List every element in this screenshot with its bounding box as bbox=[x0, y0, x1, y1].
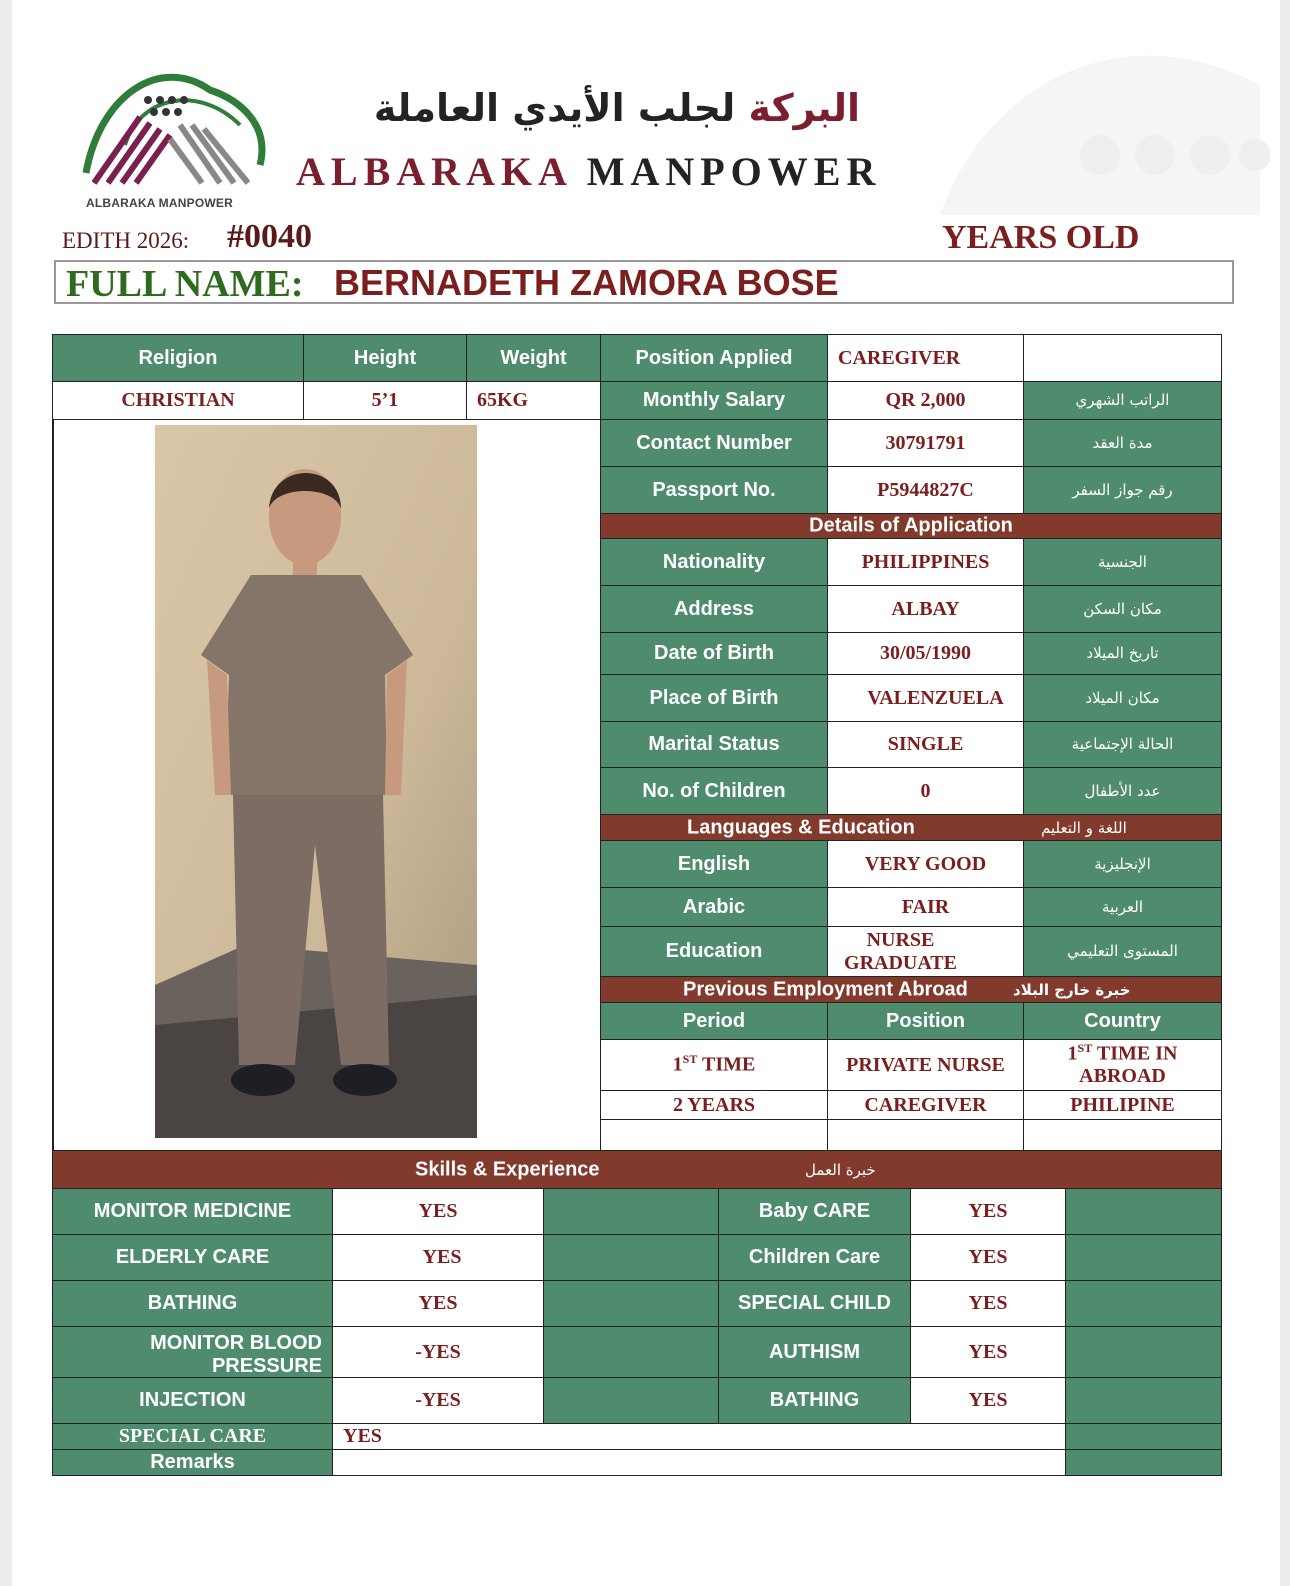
skill-row-3-spacer bbox=[543, 1280, 719, 1327]
brand-english-second: MANPOWER bbox=[586, 149, 882, 194]
skills-section-arabic: خبرة العمل bbox=[805, 1160, 876, 1179]
children-arabic: عدد الأطفال bbox=[1023, 767, 1222, 815]
marital-arabic: الحالة الإجتماعية bbox=[1023, 721, 1222, 768]
weight-header: Weight bbox=[466, 334, 601, 382]
details-section-bar bbox=[600, 513, 1222, 539]
passport-arabic: رقم جواز السفر bbox=[1023, 466, 1222, 514]
full-name-value: BERNADETH ZAMORA BOSE bbox=[334, 262, 839, 303]
skill-monitor-bp-line1: MONITOR BLOOD bbox=[150, 1332, 322, 1355]
nationality-arabic: الجنسية bbox=[1023, 538, 1222, 586]
remarks-label: Remarks bbox=[52, 1449, 333, 1476]
education-value bbox=[827, 926, 1024, 977]
dob-value: 30/05/1990 bbox=[827, 632, 1024, 675]
skill-special-child-label: SPECIAL CHILD bbox=[718, 1280, 911, 1327]
english-label: English bbox=[600, 840, 828, 888]
skill-authism-value: YES bbox=[910, 1326, 1066, 1378]
marital-value: SINGLE bbox=[827, 721, 1024, 768]
salary-value: QR 2,000 bbox=[827, 381, 1024, 420]
employment-row-1-period bbox=[600, 1039, 828, 1091]
special-care-end bbox=[1065, 1423, 1222, 1450]
skill-monitor-medicine-value: YES bbox=[332, 1188, 544, 1235]
country-1-number: 1 bbox=[1067, 1042, 1078, 1065]
languages-section-arabic: اللغة و التعليم bbox=[1041, 818, 1127, 837]
employment-section-arabic: خبرة خارج البلاد bbox=[1013, 980, 1131, 999]
watermark-logo bbox=[930, 15, 1270, 215]
skill-injection-value: -YES bbox=[332, 1377, 544, 1424]
nationality-value: PHILIPPINES bbox=[827, 538, 1024, 586]
page-frame-right bbox=[1280, 0, 1290, 1586]
country-1-rest: TIME IN bbox=[1092, 1042, 1178, 1065]
salary-label: Monthly Salary bbox=[600, 381, 828, 420]
position-column-header: Position bbox=[827, 1002, 1024, 1040]
contact-value: 30791791 bbox=[827, 419, 1024, 467]
brand-arabic-prefix: البركة bbox=[748, 86, 861, 130]
skill-baby-care-label: Baby CARE bbox=[718, 1188, 911, 1235]
employment-row-1-position: PRIVATE NURSE bbox=[827, 1039, 1024, 1091]
edition-label: EDITH 2026: bbox=[62, 228, 190, 253]
remarks-value bbox=[332, 1449, 1066, 1476]
special-care-value: YES bbox=[332, 1423, 1066, 1450]
skill-monitor-bp-label bbox=[52, 1326, 333, 1378]
skill-row-3-end bbox=[1065, 1280, 1222, 1327]
position-blank-cell bbox=[1023, 334, 1222, 382]
details-section-title: Details of Application bbox=[809, 514, 1013, 537]
skill-row-5-end bbox=[1065, 1377, 1222, 1424]
english-value: VERY GOOD bbox=[827, 840, 1024, 888]
skill-row-2-spacer bbox=[543, 1234, 719, 1281]
languages-section-bar bbox=[600, 814, 1222, 841]
skill-bathing-2-label: BATHING bbox=[718, 1377, 911, 1424]
employment-row-1-country bbox=[1023, 1039, 1222, 1091]
height-header: Height bbox=[303, 334, 467, 382]
period-1-number: 1 bbox=[672, 1054, 683, 1077]
skill-injection-label: INJECTION bbox=[52, 1377, 333, 1424]
brand-name-english bbox=[296, 148, 881, 195]
employment-row-2-position: CAREGIVER bbox=[827, 1090, 1024, 1120]
religion-value: CHRISTIAN bbox=[52, 381, 304, 420]
pob-value: VALENZUELA bbox=[827, 674, 1024, 722]
education-arabic: المستوى التعليمي bbox=[1023, 926, 1222, 977]
employment-row-2-country: PHILIPINE bbox=[1023, 1090, 1222, 1120]
applicant-photo bbox=[155, 425, 477, 1138]
languages-section-title: Languages & Education bbox=[687, 816, 915, 838]
children-label: No. of Children bbox=[600, 767, 828, 815]
reference-number: #0040 bbox=[227, 218, 312, 255]
religion-header: Religion bbox=[52, 334, 304, 382]
position-label: Position Applied bbox=[600, 334, 828, 382]
skill-monitor-medicine-label: MONITOR MEDICINE bbox=[52, 1188, 333, 1235]
brand-arabic-rest: لجلب الأيدي العاملة bbox=[373, 86, 749, 130]
skill-elderly-care-label: ELDERLY CARE bbox=[52, 1234, 333, 1281]
skill-special-child-value: YES bbox=[910, 1280, 1066, 1327]
logo-caption: ALBARAKA MANPOWER bbox=[86, 196, 233, 210]
education-value-line2: GRADUATE bbox=[844, 951, 957, 974]
arabic-arabic: العربية bbox=[1023, 887, 1222, 927]
skill-monitor-bp-line2: PRESSURE bbox=[211, 1354, 322, 1377]
skill-baby-care-value: YES bbox=[910, 1188, 1066, 1235]
skill-bathing-value: YES bbox=[332, 1280, 544, 1327]
address-label: Address bbox=[600, 585, 828, 633]
employment-row-3-period bbox=[600, 1119, 828, 1151]
skill-authism-label: AUTHISM bbox=[718, 1326, 911, 1378]
dob-arabic: تاريخ الميلاد bbox=[1023, 632, 1222, 675]
position-value: CAREGIVER bbox=[827, 334, 1024, 382]
employment-row-3-position bbox=[827, 1119, 1024, 1151]
remarks-end bbox=[1065, 1449, 1222, 1476]
period-1-suffix: ST bbox=[682, 1052, 698, 1067]
skill-row-4-spacer bbox=[543, 1326, 719, 1378]
passport-label: Passport No. bbox=[600, 466, 828, 514]
period-column-header: Period bbox=[600, 1002, 828, 1040]
english-arabic: الإنجليزية bbox=[1023, 840, 1222, 888]
period-1-rest: TIME bbox=[697, 1054, 756, 1077]
skills-section-title: Skills & Experience bbox=[415, 1158, 600, 1180]
children-value: 0 bbox=[827, 767, 1024, 815]
weight-value: 65KG bbox=[466, 381, 601, 420]
employment-row-3-country bbox=[1023, 1119, 1222, 1151]
skill-bathing-2-value: YES bbox=[910, 1377, 1066, 1424]
dob-label: Date of Birth bbox=[600, 632, 828, 675]
contact-label: Contact Number bbox=[600, 419, 828, 467]
skills-section-bar bbox=[52, 1150, 1222, 1189]
education-value-line1: NURSE bbox=[866, 929, 935, 952]
company-logo-icon bbox=[80, 55, 270, 215]
country-column-header: Country bbox=[1023, 1002, 1222, 1040]
skill-row-4-end bbox=[1065, 1326, 1222, 1378]
passport-value: P5944827C bbox=[827, 466, 1024, 514]
nationality-label: Nationality bbox=[600, 538, 828, 586]
height-value: 5’1 bbox=[303, 381, 467, 420]
skill-monitor-bp-value: -YES bbox=[332, 1326, 544, 1378]
brand-name-arabic bbox=[293, 86, 941, 130]
employment-section-title: Previous Employment Abroad bbox=[683, 978, 968, 1000]
page-frame-left bbox=[0, 0, 12, 1586]
country-1-line2: ABROAD bbox=[1079, 1065, 1166, 1088]
brand-english-first: ALBARAKA bbox=[296, 149, 571, 194]
skill-row-5-spacer bbox=[543, 1377, 719, 1424]
skill-bathing-label: BATHING bbox=[52, 1280, 333, 1327]
employment-section-bar bbox=[600, 976, 1222, 1003]
arabic-label: Arabic bbox=[600, 887, 828, 927]
address-value: ALBAY bbox=[827, 585, 1024, 633]
skill-row-1-spacer bbox=[543, 1188, 719, 1235]
skill-children-care-value: YES bbox=[910, 1234, 1066, 1281]
arabic-value: FAIR bbox=[827, 887, 1024, 927]
special-care-label: SPECIAL CARE bbox=[52, 1423, 333, 1450]
country-1-suffix: ST bbox=[1077, 1041, 1093, 1056]
address-arabic: مكان السكن bbox=[1023, 585, 1222, 633]
skill-elderly-care-value: YES bbox=[332, 1234, 544, 1281]
skill-row-1-end bbox=[1065, 1188, 1222, 1235]
skill-row-2-end bbox=[1065, 1234, 1222, 1281]
skill-children-care-label: Children Care bbox=[718, 1234, 911, 1281]
contact-arabic: مدة العقد bbox=[1023, 419, 1222, 467]
full-name-label: FULL NAME: bbox=[66, 263, 304, 305]
employment-row-2-period: 2 YEARS bbox=[600, 1090, 828, 1120]
salary-arabic: الراتب الشهري bbox=[1023, 381, 1222, 420]
pob-label: Place of Birth bbox=[600, 674, 828, 722]
marital-label: Marital Status bbox=[600, 721, 828, 768]
age-label: YEARS OLD bbox=[942, 219, 1140, 256]
pob-arabic: مكان الميلاد bbox=[1023, 674, 1222, 722]
education-label: Education bbox=[600, 926, 828, 977]
